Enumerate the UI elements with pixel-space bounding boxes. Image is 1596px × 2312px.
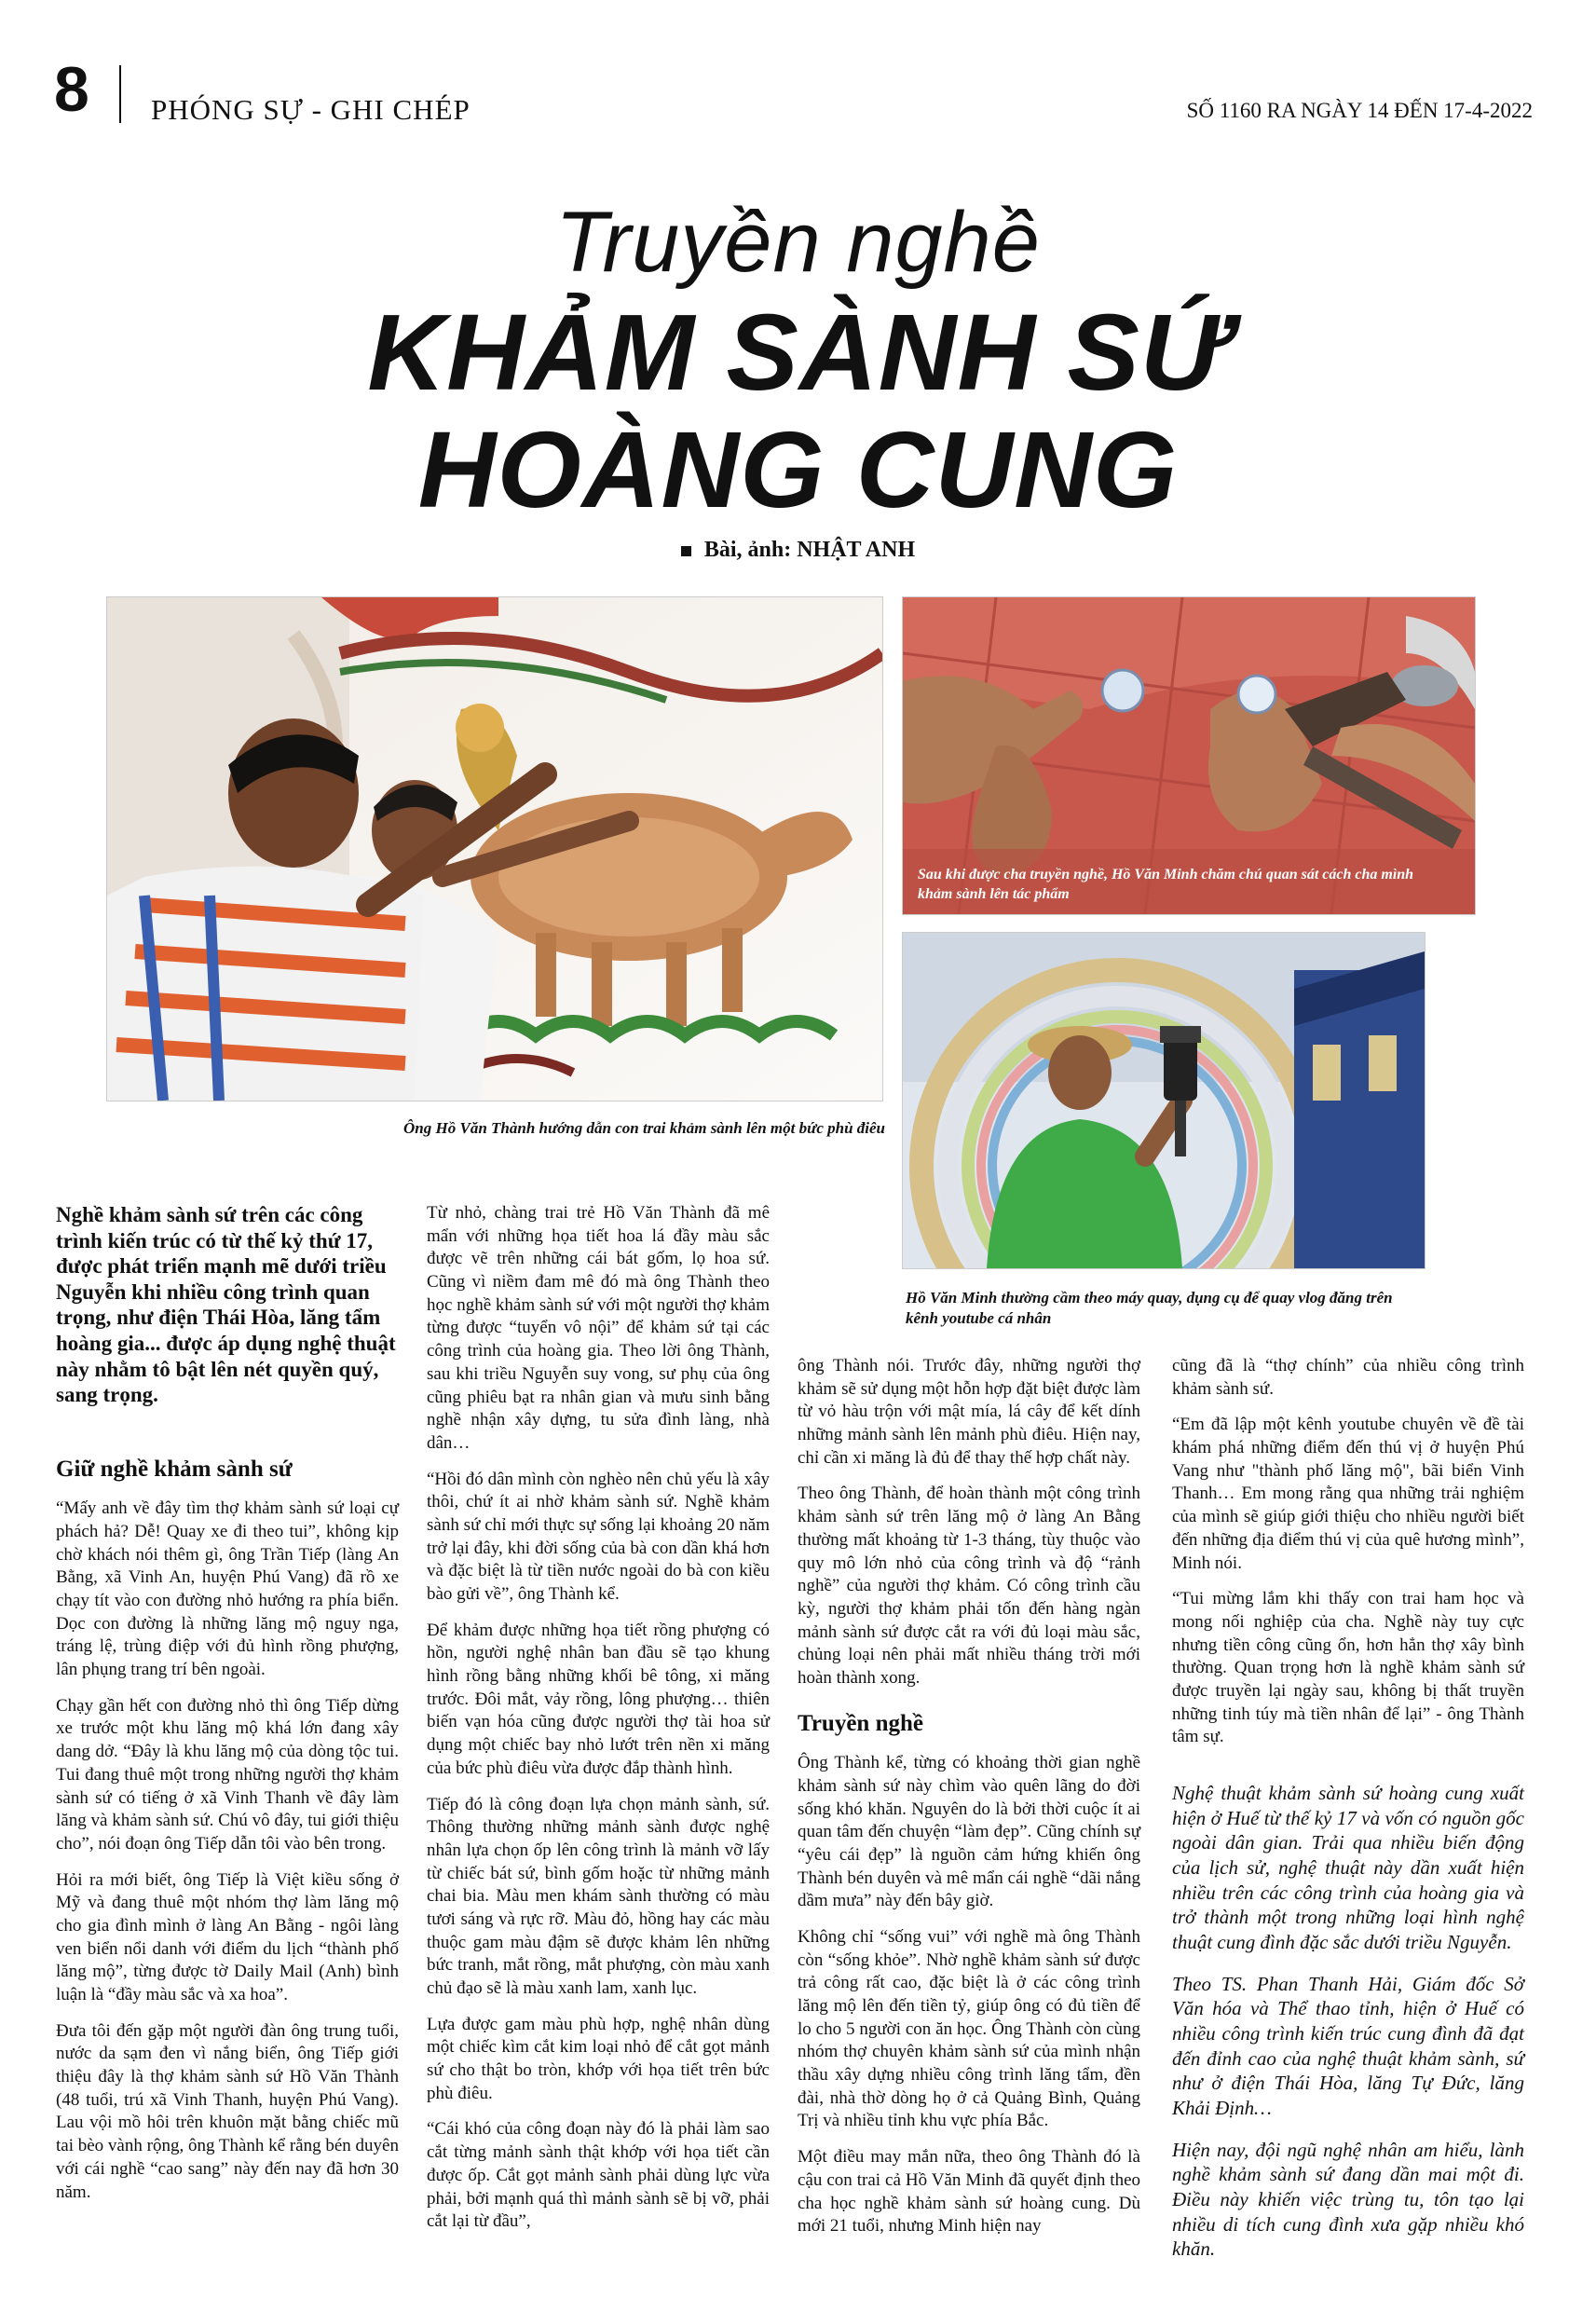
caption-photo-3: Hồ Văn Minh thường cầm theo máy quay, dụng cụ để quay vlog đăng trên kênh youtube cá nhân — [906, 1289, 1393, 1328]
col2-paragraph: Để khảm được những họa tiết rồng phượng có hồn, người nghệ nhân ban đầu sẽ tạo khung hình rồng bằng những khối bê tông, xi măng trước. Đôi mắt, vảy rồng, lông phượng… thiên biến vạn hóa cũng được người thợ tài hoa sử dụng một chiếc bay nhỏ lướt trên nền xi măng của bức phù điêu vừa được đắp thành hình. — [427, 1620, 770, 1778]
col3-paragraph: Theo ông Thành, để hoàn thành một công trình khảm sành sứ trên lăng mộ ở làng An Bằng thường mất khoảng từ 1-3 tháng, tùy thuộc vào quy mô lớn nhỏ của công trình và độ “rảnh nghề” của người thợ khảm. Có công trình cầu kỳ, người thợ khảm phải tốn đến hàng ngàn mảnh sành sứ được cắt ra với đủ loại màu sắc, chủng loại nên phải mất nhiều tháng trời mới hoàn thành xong. — [798, 1484, 1140, 1688]
byline-square-icon — [681, 546, 691, 556]
byline — [0, 538, 1596, 563]
sidebar-paragraph: Nghệ thuật khảm sành sứ hoàng cung xuất hiện ở Huế từ thế kỷ 17 và vốn có nguồn gốc ngoài dân gian. Trải qua nhiều biến động của lịch sử, nghệ thuật này dần xuất hiện nhiều trên các công trình của hoàng gia và trở thành một trong những loại hình nghệ thuật cung đình đặc sắc dưới triều Nguyễn. — [1172, 1782, 1524, 1953]
issue-date: SỐ 1160 RA NGÀY 14 ĐẾN 17-4-2022 — [1186, 99, 1533, 122]
photo-vlogger — [902, 932, 1425, 1269]
caption-photo-2: Sau khi được cha truyền nghề, Hồ Văn Minh chăm chú quan sát cách cha mình khảm sành lên tác phẩm — [918, 867, 1414, 902]
header-divider — [119, 65, 121, 123]
subhead-1: Giữ nghề khảm sành sứ — [56, 1456, 293, 1482]
column-3 — [798, 1355, 1140, 2251]
headline-line-1: KHẢM SÀNH SỨ — [367, 292, 1229, 413]
byline-text: Bài, ảnh: NHẬT ANH — [703, 538, 916, 562]
col3-paragraph: ông Thành nói. Trước đây, những người thợ khảm sẽ sử dụng một hỗn hợp đặt biệt được làm từ vỏ hàu trộn với mật mía, lá cây để kết dính những mảnh sành lên mảnh phù điêu. Hiện nay, chỉ cần xi măng là đủ để thay thế hợp chất này. — [798, 1356, 1140, 1468]
photo-vlogger-illustration — [903, 933, 1425, 1268]
col3-paragraph: Ông Thành kể, từng có khoảng thời gian nghề khảm sành sứ này chìm vào quên lãng do đời sống khó khăn. Nguyên do là bởi thời cuộc ít ai quan tâm đến chuyện “làm đẹp”. Cũng chính sự “yêu cái đẹp” là nguồn cảm hứng khiến ông Thành bén duyên và mê mẩn cái nghề “dãi nắng dầm mưa” này đến bây giờ. — [798, 1753, 1140, 1911]
italic-sidebar — [1172, 1781, 1524, 2262]
sidebar-paragraph: Theo TS. Phan Thanh Hải, Giám đốc Sở Văn hóa và Thể thao tỉnh, hiện ở Huế có nhiều công trình kiến trúc cung đình đã đạt đến đỉnh cao của nghệ thuật khảm sành, sứ như ở điện Thái Hòa, lăng Tự Đức, lăng Khải Định… — [1172, 1972, 1524, 2119]
column-2 — [427, 1202, 770, 2247]
col2-paragraph: “Cái khó của công đoạn này đó là phải làm sao cắt từng mảnh sành thật khớp với họa tiết cần được ốp. Cắt gọt mảnh sành phải dùng lực vừa phải, bởi mạnh quá thì mảnh sành sẽ bị vỡ, phải cắt lại từ đầu”, — [427, 2119, 770, 2232]
photo-hands-shards — [902, 596, 1476, 915]
headline-line-2: HOÀNG CUNG — [417, 409, 1179, 530]
section-title: PHÓNG SỰ - GHI CHÉP — [151, 93, 471, 126]
col4-paragraph: “Em đã lập một kênh youtube chuyên về đề tài khám phá những điểm đến thú vị ở huyện Phú Vang như "thành phố lăng mộ", bãi biển Vinh Thanh… Em mong rằng qua những trải nghiệm của mình sẽ giúp giới thiệu cho nhiều người biết đến những địa điểm thú vị của quê hương mình”, Minh nói. — [1172, 1415, 1524, 1573]
caption-photo-1: Ông Hồ Văn Thành hướng dẫn con trai khảm sành lên một bức phù điêu — [403, 1119, 885, 1137]
lead-paragraph: Nghề khảm sành sứ trên các công trình kiến trúc có từ thế kỷ thứ 17, được phát triển mạnh mẽ dưới triều Nguyễn khi nhiều công trình quan trọng, như điện Thái Hòa, lăng tẩm hoàng gia... được áp dụng nghệ thuật này nhằm tô bật lên nét quyền quý, sang trọng. — [56, 1203, 396, 1407]
photo-mosaic-work — [106, 596, 883, 1101]
col4-paragraph: cũng đã là “thợ chính” của nhiều công trình khảm sành sứ. — [1172, 1356, 1524, 1399]
column-4 — [1172, 1355, 1524, 2278]
sidebar-paragraph: Hiện nay, đội ngũ nghệ nhân am hiểu, lành nghề khảm sành sứ đang dần mai một đi. Điều này khiến việc trùng tu, tôn tạo lại nhiều di tích cung đình xưa gặp nhiều khó khăn. — [1172, 2138, 1524, 2261]
col4-paragraph: “Tui mừng lắm khi thấy con trai ham học và mong nối nghiệp của cha. Nghề này tuy cực nhưng tiền công cũng ổn, hơn hẳn thợ xây bình thường. Quan trọng hơn là nghề khảm sành sứ được truyền lại ngày sau, không bị thất truyền những tinh túy mà tiền nhân để lại” - ông Thành tâm sự. — [1172, 1589, 1524, 1747]
col1-paragraph: Đưa tôi đến gặp một người đàn ông trung tuổi, nước da sạm đen vì nắng biển, ông Tiếp giới thiệu đây là thợ khảm sành sứ Hồ Văn Thành (48 tuổi, trú xã Vinh Thanh, huyện Phú Vang). Lau vội mồ hôi trên khuôn mặt bằng chiếc mũ tai bèo vành rộng, ông Thành kể rằng bén duyên với cái nghề “cao sang” này đến nay đã hơn 30 năm. — [56, 2020, 399, 2202]
col2-paragraph: “Hồi đó dân mình còn nghèo nên chủ yếu là xây thôi, chứ ít ai nhờ khảm sành sứ. Nghề khảm sành sứ chỉ mới thực sự sống lại khoảng 20 năm trở lại đây, khi đời sống của bà con dần khá hơn và đặc biệt là từ tiền nước ngoài do bà con kiều bào gửi về”, ông Thành kể. — [427, 1469, 770, 1604]
page-number: 8 — [54, 54, 89, 125]
column-1 — [56, 1202, 399, 2217]
col1-paragraph: “Mấy anh về đây tìm thợ khảm sành sứ loại cự phách hả? Dễ! Quay xe đi theo tui”, không kịp chờ khách nói thêm gì, ông Trần Tiếp (làng An Bằng, xã Vinh An, huyện Phú Vang) đã rồ xe chạy tít vào con đường nhỏ hướng ra phía biển. Dọc con đường là những lăng mộ nguy nga, tráng lệ, trùng điệp với đủ hình rồng phượng, lân phụng trang trí bên ngoài. — [56, 1498, 399, 1680]
col2-paragraph: Từ nhỏ, chàng trai trẻ Hồ Văn Thành đã mê mẩn với những họa tiết hoa lá đầy màu sắc được vẽ trên những cái bát gốm, lọ hoa sứ. Cũng vì niềm đam mê đó mà ông Thành theo học nghề khảm sành sứ với một người thợ khảm từng được “tuyển vô nội” để khảm sứ tại các công trình của hoàng gia. Theo lời ông Thành, sau khi triều Nguyễn suy vong, sư phụ của ông cũng phiêu bạt ra nhân gian và mưu sinh bằng nghề nhận xây dựng, tu sửa đình làng, nhà dân… — [427, 1203, 770, 1453]
col1-paragraph: Chạy gần hết con đường nhỏ thì ông Tiếp dừng xe trước một khu lăng mộ khá lớn đang xây dang dở. “Đây là khu lăng mộ của dòng tộc tui. Tui đang thuê một trong những người thợ khảm sành sứ có tiếng ở xã Vinh Thanh về đây làm lăng và khảm sành sứ. Chú vô đây, tui giới thiệu cho”, nói đoạn ông Tiếp dẫn tôi vào bên trong. — [56, 1695, 399, 1854]
col2-paragraph: Tiếp đó là công đoạn lựa chọn mảnh sành, sứ. Thông thường những mảnh sành được nghệ nhân lựa chọn ốp lên công trình là mảnh vỡ lấy từ chiếc bát sứ, bình gốm hoặc từ những mảnh chai bia. Màu men khám sành thường có màu tươi sáng và rực rỡ. Màu đỏ, hồng hay các màu thuộc gam màu đậm sẽ được khảm lên những bức tranh, mắt rồng, mắt phượng, còn màu xanh chủ đạo sẽ là màu xanh lam, xanh lục. — [427, 1794, 770, 1998]
subhead-2: Truyền nghề — [798, 1710, 923, 1736]
col3-paragraph: Một điều may mắn nữa, theo ông Thành đó là cậu con trai cả Hồ Văn Minh đã quyết định theo cha học nghề khảm sành sứ hoàng cung. Dù mới 21 tuổi, nhưng Minh hiện nay — [798, 2147, 1140, 2237]
col3-paragraph: Không chỉ “sống vui” với nghề mà ông Thành còn “sống khỏe”. Nhờ nghề khảm sành sứ được trả công rất cao, đặc biệt là ở các công trình lăng mộ lên đến tiền tỷ, giúp ông có đủ tiền để lo cho 5 người con ăn học. Ông Thành còn cùng nhóm thợ chuyên khảm sành sứ của mình nhận thầu xây dựng nhiều công trình lăng tẩm, đền đài, nhà thờ dòng họ ở cả Quảng Bình, Quảng Trị và nhiều tỉnh khu vực phía Bắc. — [798, 1926, 1140, 2131]
col2-paragraph: Lựa được gam màu phù hợp, nghệ nhân dùng một chiếc kìm cắt kim loại nhỏ để cắt gọt mảnh sứ cho thật bo tròn, khớp với họa tiết trên bức phù điêu. — [427, 2014, 770, 2103]
title-kicker: Truyền nghề — [555, 195, 1041, 290]
photo-mosaic-illustration — [107, 597, 882, 1101]
col1-paragraph: Hỏi ra mới biết, ông Tiếp là Việt kiều sống ở Mỹ và đang thuê một nhóm thợ làm lăng mộ cho gia đình mình ở làng An Bằng - ngôi làng ven biển nổi danh với điểm du lịch “thành phố lăng mộ”, từng được tờ Daily Mail (Anh) bình luận là “đầy màu sắc và xa hoa”. — [56, 1869, 399, 2004]
